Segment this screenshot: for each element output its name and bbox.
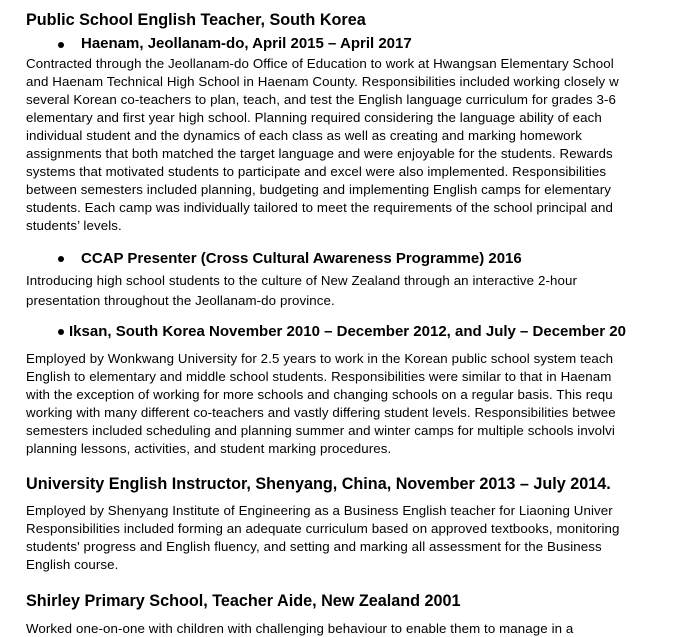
body-line: students’ levels.: [26, 218, 122, 233]
body-line: students' progress and English fluency, and setting and marking all assessment for the Business: [26, 539, 602, 554]
body-line: elementary and first year high school. Planning required considering the language ability of each: [26, 110, 602, 125]
body-line: with the exception of working for more schools and changing schools on a regular basis. This requ: [26, 387, 613, 402]
body-line: and Haenam Technical High School in Haenam County. Responsibilities included working closely w: [26, 74, 619, 89]
position-subheading: Iksan, South Korea November 2010 – December 2012, and July – December 20: [69, 323, 626, 340]
bullet-icon: [58, 256, 64, 262]
body-line: Employed by Wonkwang University for 2.5 years to work in the Korean public school system teach: [26, 351, 614, 366]
body-line: semesters included scheduling and planning summer and winter camps for multiple schools involvi: [26, 423, 615, 438]
body-line: English to elementary and middle school students. Responsibilities were similar to that in Haenam: [26, 369, 612, 384]
body-line: English course.: [26, 557, 119, 572]
body-line: several Korean co-teachers to plan, teach, and test the English language curriculum for grades 3-6: [26, 92, 617, 107]
body-line: between semesters included planning, budgeting and implementing English camps for elementary: [26, 182, 611, 197]
body-line: planning lessons, activities, and student marking procedures.: [26, 441, 392, 456]
body-line: working with many different co-teachers and vastly differing student levels. Responsibilities betwee: [26, 405, 616, 420]
job-heading: University English Instructor, Shenyang, China, November 2013 – July 2014.: [26, 475, 611, 493]
body-line: presentation throughout the Jeollanam-do province.: [26, 293, 335, 308]
position-subheading: CCAP Presenter (Cross Cultural Awareness Programme) 2016: [81, 250, 522, 267]
body-line: Introducing high school students to the culture of New Zealand through an interactive 2-hour: [26, 273, 578, 288]
body-line: Worked one-on-one with children with challenging behaviour to enable them to manage in a: [26, 621, 574, 636]
bullet-icon: [58, 42, 64, 48]
body-line: Contracted through the Jeollanam-do Office of Education to work at Hwangsan Elementary School: [26, 56, 614, 71]
job-heading: Public School English Teacher, South Korea: [26, 11, 366, 29]
position-subheading: Haenam, Jeollanam-do, April 2015 – April 2017: [81, 35, 412, 52]
body-line: systems that motivated students to participate and excel were also implemented. Responsibilities: [26, 164, 607, 179]
bullet-icon: [58, 329, 64, 335]
body-line: individual student and the dynamics of each class as well as creating and marking homework: [26, 128, 582, 143]
body-line: Employed by Shenyang Institute of Engineering as a Business English teacher for Liaoning Univer: [26, 503, 613, 518]
body-line: students. Each camp was individually tailored to meet the requirements of the school principal and: [26, 200, 614, 215]
job-heading: Shirley Primary School, Teacher Aide, New Zealand 2001: [26, 592, 461, 610]
body-line: assignments that both matched the target language and were enjoyable for the students. Rewards: [26, 146, 613, 161]
body-line: Responsibilities included forming an adequate curriculum based on approved textbooks, monitoring: [26, 521, 620, 536]
